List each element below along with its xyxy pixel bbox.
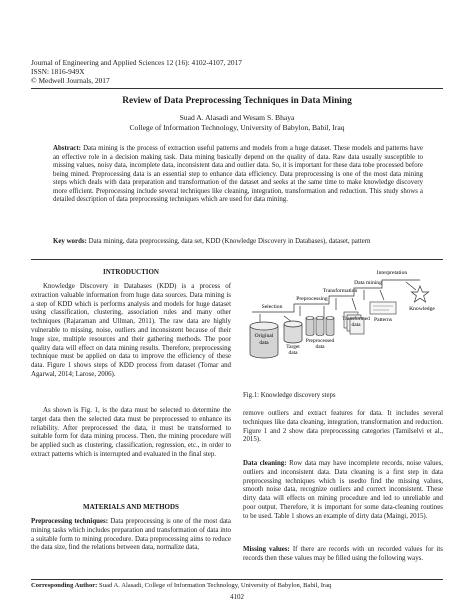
preprocessing-text: Data preprocessing is one of the most data mining tasks which includes preparation and transformation of data into a suitable form to mining procedure. Data preprocessing aims to reduce the data size, find the relations between data, normalize data, bbox=[31, 518, 231, 552]
target-data-cylinder bbox=[284, 321, 302, 343]
introduction-paragraph-2: As shown is Fig. 1, is the data must be selected to determine the target data then the selected data must be preprocessed to enhance its reliability. After preprocessed the data, it must be transformed to suitable form for data mining process. Then, the mining procedure will be applied such as clustering, classification, regression, etc., in order to extract patterns which is interrupted and evaluated in the final step. bbox=[31, 407, 231, 458]
preprocessing-paragraph bbox=[31, 518, 231, 553]
data-mining-label: Data mining bbox=[354, 280, 382, 286]
header-rule bbox=[31, 88, 443, 89]
target-data-label-2: data bbox=[288, 350, 298, 356]
knowledge-label: Knowledge bbox=[409, 306, 435, 312]
patterns-graphic bbox=[370, 302, 396, 314]
keywords bbox=[53, 238, 423, 247]
data-cleaning-text: Row data may have incomplete records, noise values, outliers and inconsistent data. Data cleaning is a first step in data preprocessing techniques which is usedto find the missing values, smooth noise data, recognize outliers and correct inconsistent. These dirty data will effects on mining procedure and led to unreliable and poor output. Therefore, it is important for some data-cleaning routines to be used. Table 1 shows an example of dirty data (Maingi, 2015). bbox=[243, 460, 443, 520]
footer-rule bbox=[31, 579, 443, 580]
journal-issn: ISSN: 1816-949X bbox=[31, 67, 85, 76]
page-number: 4102 bbox=[230, 593, 244, 601]
methods-heading: MATERIALS AND METHODS bbox=[83, 503, 179, 511]
missing-values-text: If there are records with un recorded values for its records then these values may be filled using the following ways. bbox=[243, 546, 443, 562]
keywords-label: Key words: bbox=[53, 238, 87, 245]
keywords-rule bbox=[31, 259, 443, 260]
introduction-paragraph-1: Knowledge Discovery in Databases (KDD) is a process of extraction valuable information from huge data sources. Data mining is a step of KDD which is performs analysis and models for huge dataset using classification, clustering, association rules and many other techniques (Rajaraman and Ullman, 2011). The raw data are highly vulnerable to missing, noise, outliers and inconsistent because of their huge size, multiple resources and their gathering methods. The poor quality data will effect on data mining results. Therefore, preprocessing technique must be applied on data to improve the efficiency of these data. Figure 1 shows steps of KDD process from dataset (Tomar and Agarwal, 2014; Larose, 2006). bbox=[31, 283, 231, 378]
journal-citation: Journal of Engineering and Applied Sciences 12 (16): 4102-4107, 2017 bbox=[31, 58, 243, 67]
author-block bbox=[0, 113, 474, 133]
abstract-label: Abstract: bbox=[53, 145, 81, 152]
preprocessed-data-cylinders bbox=[306, 317, 334, 336]
kdd-figure bbox=[244, 266, 449, 388]
target-data-label-1: Target bbox=[286, 344, 300, 350]
abstract-text: Data mining is the process of extraction useful patterns and models from a huge dataset. These models and patterns have an effective role in a decision making task. Data mining basically depend on the quality of data. Raw data usually susceptible to missing values, noisy data, incomplete data, inconsistent data and outlier data. So, it is important for these data tobe processed before being mined. Preprocessing data is an essential step to enhance data efficiency. Data preprocessing is one of the most data mining steps which deals with data preparation and transformation of the dataset and seeks at the same time to make knowledge discovery more efficient. Preprocessing include several techniques like cleaning, integration, transformation and reduction. This study shows a detailed description of data preprocessing techniques which are used for data mining. bbox=[53, 145, 423, 204]
corresponding-author-text: Suad A. Alasadi, College of Information Technology, University of Babylon, Babil, Iraq bbox=[99, 582, 332, 589]
authors: Suad A. Alasadi and Wesam S. Bhaya bbox=[179, 113, 295, 122]
journal-header bbox=[31, 58, 242, 85]
preprocessed-data-label-1: Preprocessed bbox=[305, 338, 335, 344]
keywords-text: Data mining, data preprocessing, data set, KDD (Knowledge Discovery in Databases), dataset, pattern bbox=[88, 238, 371, 245]
affiliation: College of Information Technology, University of Babylon, Babil, Iraq bbox=[129, 123, 345, 132]
journal-copyright: © Medwell Journals, 2017 bbox=[31, 76, 110, 85]
right-paragraph-1: remove outliers and extract features for data. It includes several techniques like data cleaning, integration, transformation and reduction. Figure 1 and 2 show data preprocessing categories (Tamilselvi et al., 2015). bbox=[243, 410, 443, 444]
transformation-label: Transformation bbox=[322, 288, 358, 294]
selection-label: Selection bbox=[261, 304, 283, 310]
transformed-data-label-1: Transformed bbox=[342, 316, 370, 322]
introduction-heading: INTRODUCTION bbox=[102, 268, 159, 276]
interpretation-label: Interpretation bbox=[376, 270, 408, 276]
transformed-data-label-2: data bbox=[351, 322, 361, 328]
preprocessing-label: Preprocessing techniques: bbox=[31, 518, 109, 525]
preprocessing-step-label: Preprocessing bbox=[296, 296, 328, 302]
data-cleaning-paragraph bbox=[243, 460, 443, 522]
original-data-label-2: data bbox=[259, 340, 269, 346]
missing-values-paragraph bbox=[243, 546, 443, 564]
abstract bbox=[53, 145, 423, 205]
patterns-label: Patterns bbox=[373, 317, 393, 323]
figure-caption: Fig.1: Knowledge discovery steps bbox=[243, 392, 336, 399]
missing-values-label: Missing values: bbox=[243, 546, 290, 553]
corresponding-author bbox=[31, 582, 331, 589]
original-data-label-1: Original bbox=[254, 333, 274, 339]
preprocessed-data-label-2: data bbox=[315, 344, 325, 350]
paper-title: Review of Data Preprocessing Techniques in Data Mining bbox=[122, 96, 352, 106]
corresponding-author-label: Corresponding Author: bbox=[31, 582, 98, 589]
data-cleaning-label: Data cleaning: bbox=[243, 460, 287, 467]
